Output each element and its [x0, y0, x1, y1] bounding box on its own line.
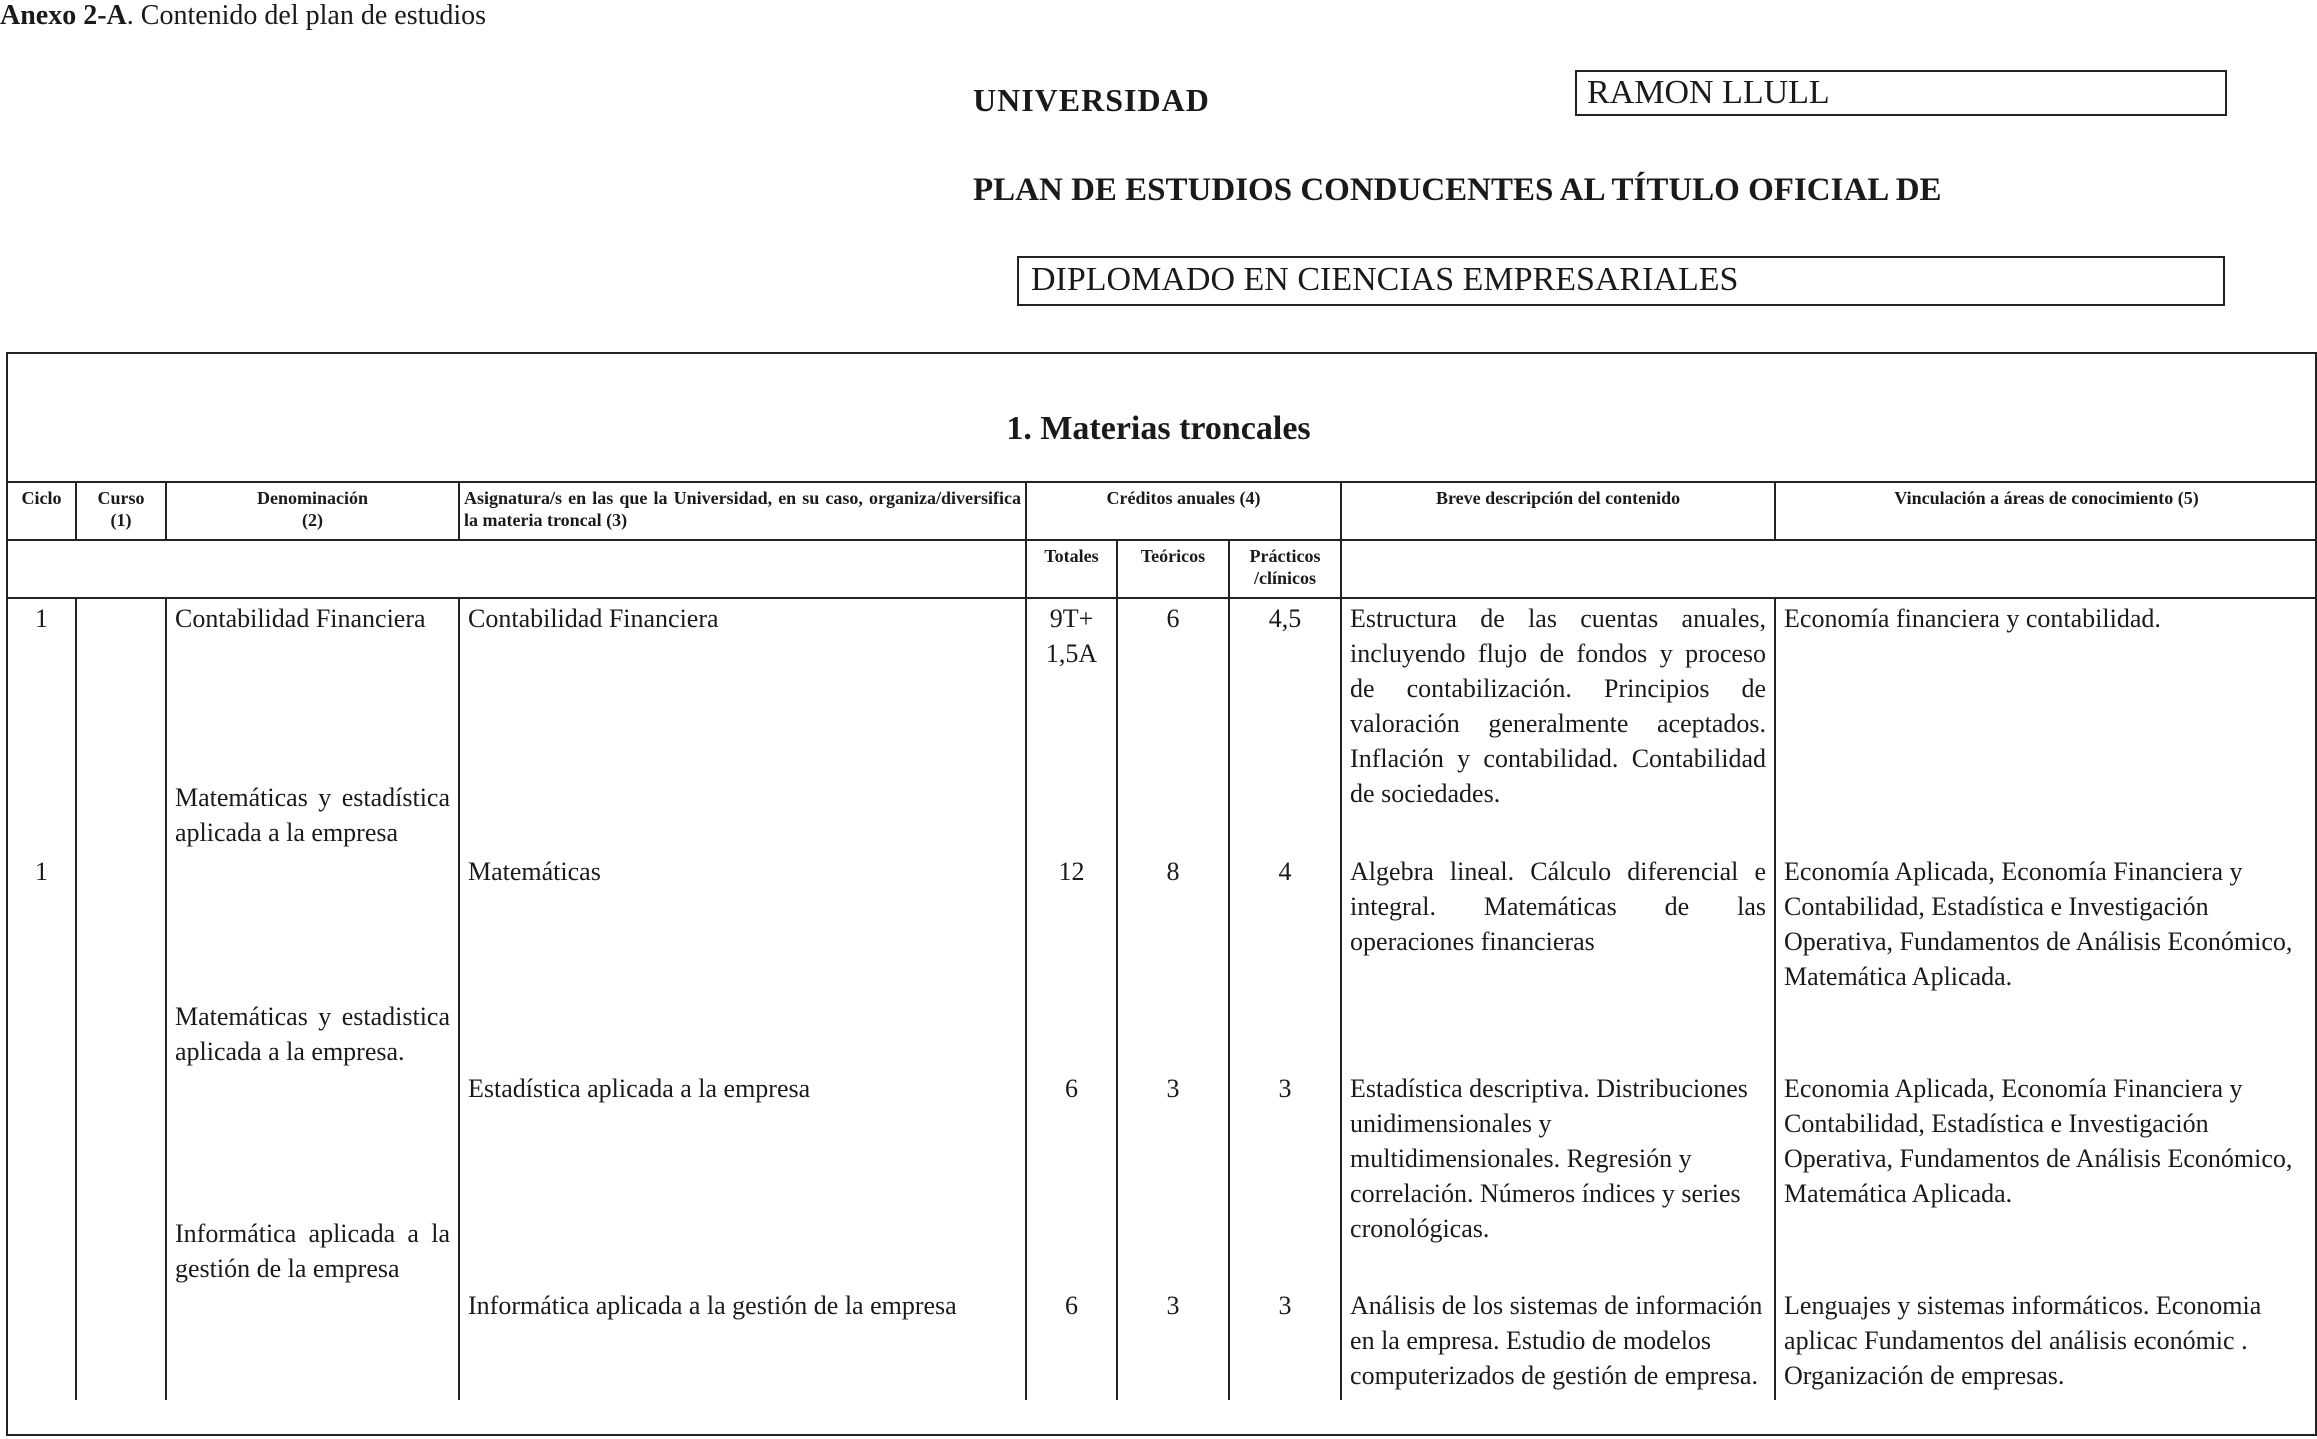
cell-asignatura: Contabilidad Financiera [459, 598, 1026, 816]
annex-number: Anexo 2-A [0, 0, 127, 31]
cell-curso [76, 816, 166, 1033]
cell-asignatura: Matemáticas [459, 816, 1026, 1033]
curso-label: Curso [97, 488, 145, 508]
cell-descripcion: Análisis de los sistemas de información en la empresa. Estudio de modelos computerizados de gestión de empresa. [1341, 1250, 1775, 1400]
cell-totales: 12 [1026, 816, 1117, 1033]
cell-totales: 6 [1026, 1033, 1117, 1250]
cell-practicos: 3 [1229, 1033, 1341, 1250]
subheader-spacer-right [1341, 540, 2317, 598]
cell-descripcion: Estadística descriptiva. Distribuciones unidimensionales y multidimensionales. Regresión y correlación. Números índices y series cronológicas. [1341, 1033, 1775, 1250]
university-name-field: RAMON LLULL [1575, 70, 2227, 116]
table-row [7, 1250, 2317, 1400]
university-label: UNIVERSIDAD [973, 82, 1210, 118]
cell-ciclo [7, 1033, 76, 1250]
cell-asignatura: Informática aplicada a la gestión de la empresa [459, 1250, 1026, 1400]
cell-teoricos: 3 [1117, 1033, 1229, 1250]
cell-vinculacion: Economía Aplicada, Economía Financiera y Contabilidad, Estadística e Investigación Operativa, Fundamentos de Análisis Económico, Matemática Aplicada. [1775, 816, 2317, 1033]
curso-note: (1) [110, 510, 132, 530]
cell-totales: 6 [1026, 1250, 1117, 1400]
cell-curso [76, 598, 166, 816]
cell-curso [76, 1033, 166, 1250]
col-header-ciclo: Ciclo [7, 482, 76, 540]
cell-vinculacion: Lenguajes y sistemas informáticos. Economia aplicac Fundamentos del análisis económic . Organización de empresas. [1775, 1250, 2317, 1400]
col-header-curso [76, 482, 166, 540]
cell-practicos: 4,5 [1229, 598, 1341, 816]
denominacion-text: Informática aplicada a la gestión de la empresa [175, 1219, 450, 1283]
col-header-denominacion [166, 482, 459, 540]
col-header-teoricos: Teóricos [1117, 540, 1229, 598]
denominacion-label: Denominación [256, 488, 368, 508]
cell-ciclo: 1 [7, 598, 76, 816]
subjects-table [6, 481, 2317, 1400]
subheader-spacer [7, 540, 1026, 598]
col-header-practicos: Prácticos /clínicos [1229, 540, 1341, 598]
cell-descripcion: Estructura de las cuentas anuales, incluyendo flujo de fondos y proceso de contabilización. Principios de valoración generalmente aceptados. Inflación y contabilidad. Contabilidad de sociedades. [1341, 598, 1775, 816]
col-header-descripcion: Breve descripción del contenido [1341, 482, 1775, 540]
denominacion-note: (2) [302, 510, 323, 530]
cell-vinculacion: Economía financiera y contabilidad. [1775, 598, 2317, 816]
col-header-vinculacion: Vinculación a áreas de conocimiento (5) [1775, 482, 2317, 540]
cell-denominacion: Contabilidad Financiera [166, 598, 459, 816]
col-header-asignaturas: Asignatura/s en las que la Universidad, en su caso, organiza/diversifica la materia troncal (3) [459, 482, 1026, 540]
section-title: 1. Materias troncales [1006, 410, 1311, 447]
plan-title: PLAN DE ESTUDIOS CONDUCENTES AL TÍTULO OFICIAL DE [973, 172, 1942, 208]
cell-teoricos: 6 [1117, 598, 1229, 816]
cell-practicos: 3 [1229, 1250, 1341, 1400]
cell-denominacion [166, 1219, 459, 1400]
cell-teoricos: 8 [1117, 816, 1229, 1033]
cell-totales: 9T+ 1,5A [1026, 598, 1117, 816]
denominacion-text: Matemáticas y estadistica aplicada a la empresa. [175, 1002, 450, 1066]
col-header-creditos: Créditos anuales (4) [1026, 482, 1341, 540]
cell-practicos: 4 [1229, 816, 1341, 1033]
cell-asignatura: Estadística aplicada a la empresa [459, 1033, 1026, 1250]
cell-ciclo: 1 [7, 816, 76, 1033]
annex-caption: . Contenido del plan de estudios [126, 0, 487, 31]
cell-ciclo [7, 1250, 76, 1400]
cell-descripcion: Algebra lineal. Cálculo diferencial e integral. Matemáticas de las operaciones financieras [1341, 816, 1775, 1033]
cell-curso [76, 1250, 166, 1400]
annex-heading [0, 0, 486, 32]
denominacion-text: Matemáticas y estadística aplicada a la empresa [175, 783, 450, 847]
col-header-totales: Totales [1026, 540, 1117, 598]
degree-field: DIPLOMADO EN CIENCIAS EMPRESARIALES [1017, 256, 2225, 306]
cell-teoricos: 3 [1117, 1250, 1229, 1400]
cell-vinculacion: Economia Aplicada, Economía Financiera y Contabilidad, Estadística e Investigación Operativa, Fundamentos de Análisis Económico, Matemática Aplicada. [1775, 1033, 2317, 1250]
